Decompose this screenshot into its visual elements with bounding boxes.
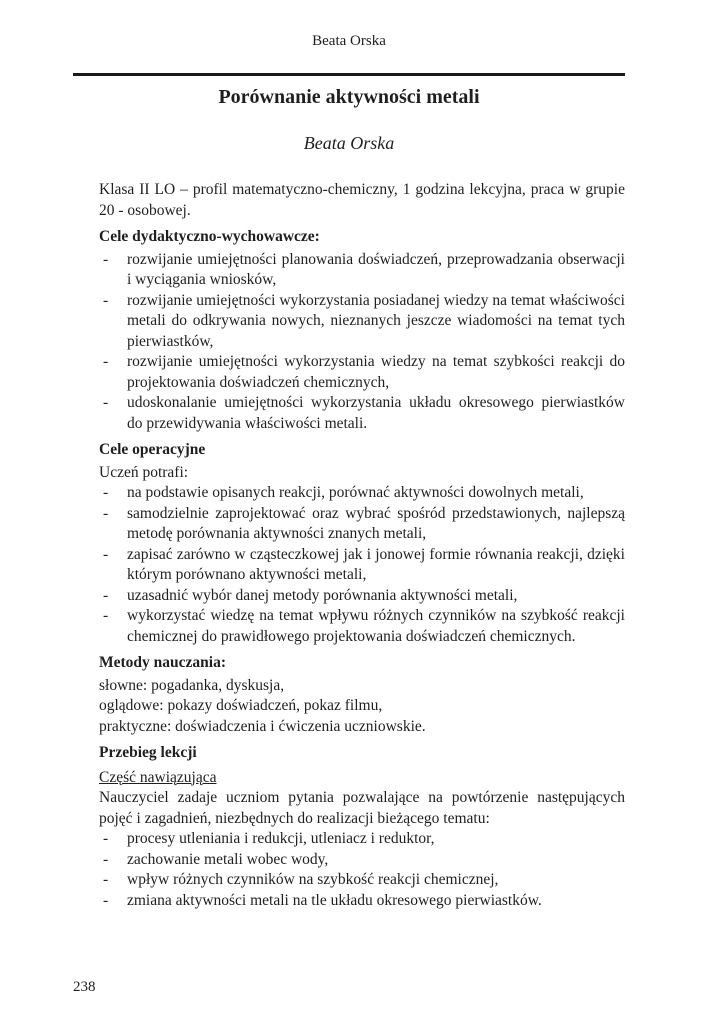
list-marker: - bbox=[103, 607, 109, 624]
list-item bbox=[99, 504, 625, 545]
subheading-czesc-nawiazujaca: Część nawiązująca bbox=[99, 768, 217, 786]
list-marker: - bbox=[103, 871, 109, 888]
list-item bbox=[99, 250, 625, 291]
page-number: 238 bbox=[73, 979, 96, 995]
metody-line: oglądowe: pokazy doświadczeń, pokaz filmu, bbox=[99, 697, 383, 714]
list-marker: - bbox=[103, 830, 109, 847]
article-body bbox=[99, 180, 625, 911]
section-heading-metody: Metody nauczania: bbox=[99, 654, 227, 671]
running-head: Beata Orska bbox=[312, 33, 386, 49]
list-item-text: zachowanie metali wobec wody, bbox=[127, 850, 329, 868]
list-item-text: na podstawie opisanych reakcji, porównać aktywności dowolnych metali, bbox=[127, 484, 584, 501]
przebieg-paragraph: Nauczyciel zadaje uczniom pytania pozwalające na powtórzenie następujących pojęć i zagadnień, niezbędnych do realizacji bieżącego tematu: bbox=[99, 789, 625, 827]
list-marker: - bbox=[103, 891, 109, 909]
cele-operacyjne-lead: Uczeń potrafi: bbox=[99, 463, 189, 481]
list-item-text: samodzielnie zaprojektować oraz wybrać spośród przedstawionych, najlepszą metodę porównania aktywności znanych metali, bbox=[127, 504, 625, 542]
list-cele-dydaktyczne bbox=[99, 250, 625, 435]
list-item bbox=[99, 850, 625, 871]
list-item-text: zapisać zarówno w cząsteczkowej jak i jonowej formie równania reakcji, dzięki którym porównano aktywności metali, bbox=[127, 545, 625, 583]
list-item bbox=[99, 352, 625, 393]
list-marker: - bbox=[103, 850, 109, 868]
list-item-text: uzasadnić wybór danej metody porównania aktywności metali, bbox=[127, 586, 518, 604]
metody-line: słowne: pogadanka, dyskusja, bbox=[99, 676, 285, 694]
list-item bbox=[99, 606, 625, 647]
list-item bbox=[99, 891, 625, 912]
section-heading-przebieg: Przebieg lekcji bbox=[99, 744, 197, 761]
list-item bbox=[99, 393, 625, 434]
list-marker: - bbox=[103, 250, 109, 268]
list-marker: - bbox=[103, 484, 109, 501]
list-item-text: wpływ różnych czynników na szybkość reakcji chemicznej, bbox=[127, 871, 499, 888]
list-item-text: procesy utleniania i redukcji, utleniacz i reduktor, bbox=[127, 830, 435, 847]
list-przebieg bbox=[99, 829, 625, 911]
list-marker: - bbox=[103, 545, 109, 563]
article-title: Porównanie aktywności metali bbox=[218, 86, 480, 108]
list-item-text: rozwijanie umiejętności planowania doświadczeń, przeprowadzania obserwacji i wyciągania wniosków, bbox=[127, 250, 625, 288]
article-author: Beata Orska bbox=[303, 133, 395, 153]
list-item bbox=[99, 586, 625, 607]
list-item bbox=[99, 545, 625, 586]
list-item bbox=[99, 483, 625, 504]
list-item bbox=[99, 829, 625, 850]
list-item-text: rozwijanie umiejętności wykorzystania posiadanej wiedzy na temat właściwości metali do odkrywania nowych, nieznanych jeszcze wiadomości na temat tych pierwiastków, bbox=[127, 291, 625, 350]
list-marker: - bbox=[103, 394, 109, 411]
list-cele-operacyjne bbox=[99, 483, 625, 647]
list-marker: - bbox=[103, 504, 109, 522]
list-item bbox=[99, 291, 625, 353]
list-item-text: rozwijanie umiejętności wykorzystania wiedzy na temat szybkości reakcji do projektowania doświadczeń chemicznych, bbox=[127, 353, 625, 391]
metody-line: praktyczne: doświadczenia i ćwiczenia uczniowskie. bbox=[99, 717, 426, 735]
list-marker: - bbox=[103, 353, 109, 370]
header-rule bbox=[73, 73, 625, 76]
section-heading-cele-dydaktyczne: Cele dydaktyczno-wychowawcze: bbox=[99, 228, 320, 245]
section-heading-cele-operacyjne: Cele operacyjne bbox=[99, 441, 206, 458]
list-item bbox=[99, 870, 625, 891]
list-item-text: wykorzystać wiedzę na temat wpływu różnych czynników na szybkość reakcji chemicznej do prawidłowego projektowania doświadczeń chemicznych. bbox=[127, 607, 625, 645]
intro-paragraph: Klasa II LO – profil matematyczno-chemiczny, 1 godzina lekcyjna, praca w grupie 20 - osobowej. bbox=[99, 181, 625, 219]
list-marker: - bbox=[103, 291, 109, 309]
list-item-text: udoskonalanie umiejętności wykorzystania układu okresowego pierwiastków do przewidywania właściwości metali. bbox=[127, 394, 625, 432]
list-marker: - bbox=[103, 586, 109, 604]
list-item-text: zmiana aktywności metali na tle układu okresowego pierwiastków. bbox=[127, 891, 542, 909]
